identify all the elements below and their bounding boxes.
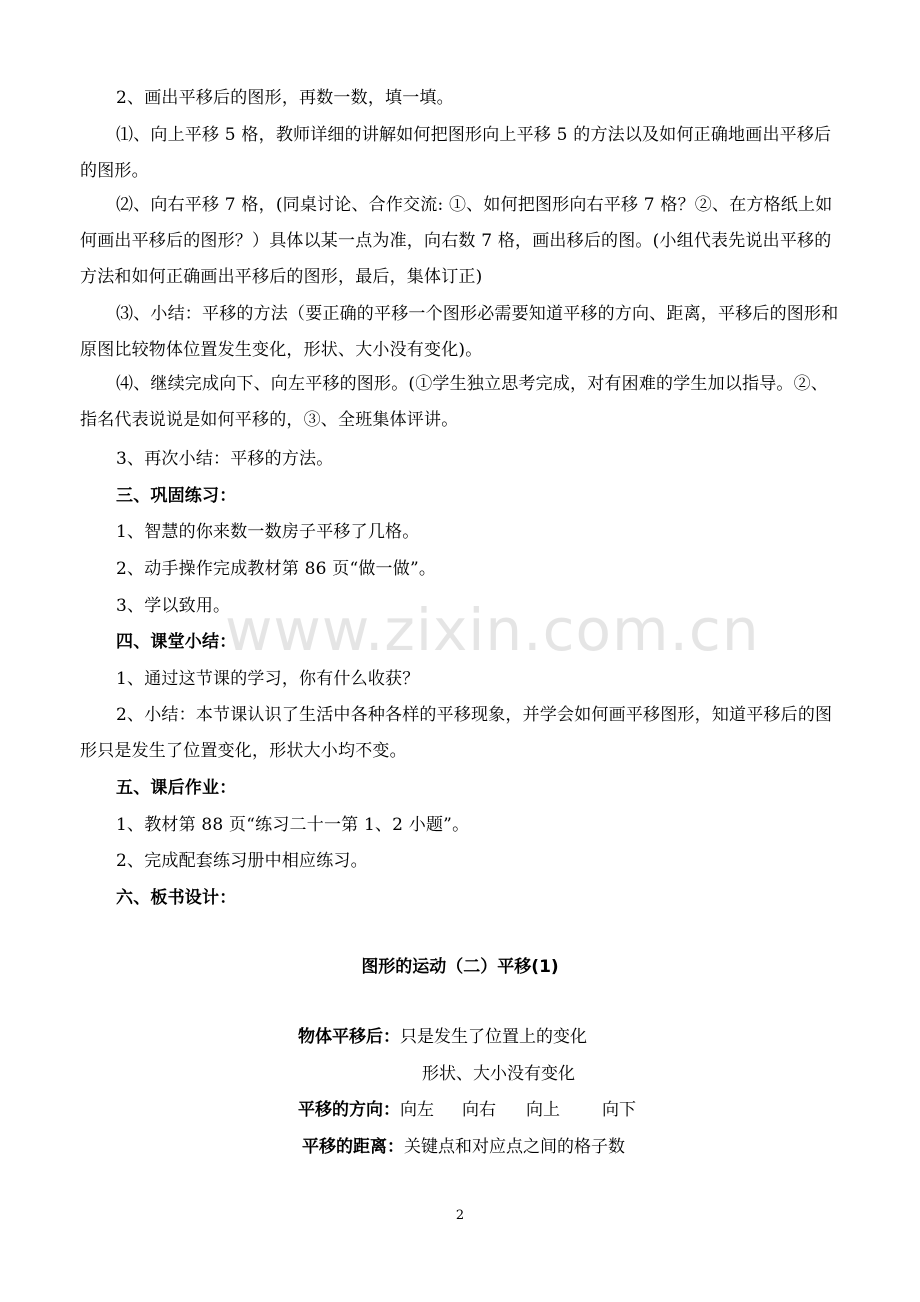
section-heading-summary: 四、课堂小结： [116, 632, 237, 652]
board-title: 图形的运动（二）平移(1) [361, 957, 559, 977]
board-line-distance [302, 1132, 625, 1162]
board-line-after-move [298, 1022, 587, 1052]
watermark: www.zixin.com.cn [225, 596, 760, 664]
board-line-shape-size [422, 1059, 575, 1089]
board-direction-right: 向右 [462, 1100, 496, 1120]
board-text-position-change: 只是发生了位置上的变化 [400, 1027, 587, 1047]
paragraph-homework-2: 2、完成配套练习册中相应练习。 [116, 851, 368, 871]
section-heading-practice: 三、巩固练习： [116, 486, 237, 506]
paragraph-step-3: 3、再次小结：平移的方法。 [116, 449, 334, 469]
section-heading-homework: 五、课后作业： [116, 778, 237, 798]
paragraph-practice-3: 3、学以致用。 [116, 596, 231, 616]
paragraph-summary-1: 1、通过这节课的学习，你有什么收获？ [116, 669, 420, 689]
paragraph-move-right: ⑵、向右平移 7 格，(同桌讨论、合作交流: ①、如何把图形向右平移 7 格？②、在方格纸上如何画出平移后的图形？）具体以某一点为准，向右数 7 格，画出移后的图。(小组代表先说出平移的方法和如何正确画出平移后的图形，最后，集体订正) [80, 195, 833, 287]
paragraph-practice-1: 1、智慧的你来数一数房子平移了几格。 [116, 522, 420, 542]
paragraph-summary-2: 2、小结：本节课认识了生活中各种各样的平移现象，并学会如何画平移图形，知道平移后的图形只是发生了位置变化，形状大小均不变。 [80, 705, 833, 761]
board-label-after-move: 物体平移后： [298, 1027, 400, 1047]
paragraph-homework-1: 1、教材第 88 页“练习二十一第 1、2 小题”。 [116, 815, 470, 835]
board-direction-up: 向上 [526, 1100, 560, 1120]
paragraph-continue: ⑷、继续完成向下、向左平移的图形。(①学生独立思考完成，对有困难的学生加以指导。②、指名代表说说是如何平移的，③、全班集体评讲。 [80, 374, 829, 430]
board-label-distance: 平移的距离： [302, 1137, 404, 1157]
section-heading-board: 六、板书设计： [116, 888, 237, 908]
board-direction-left: 向左 [400, 1100, 434, 1120]
page-number: 2 [455, 1208, 465, 1223]
board-text-distance: 关键点和对应点之间的格子数 [404, 1137, 625, 1157]
board-line-direction [298, 1095, 636, 1125]
paragraph-move-up: ⑴、向上平移 5 格，教师详细的讲解如何把图形向上平移 5 的方法以及如何正确地画出平移后的图形。 [80, 125, 832, 181]
paragraph-summary: ⑶、小结：平移的方法（要正确的平移一个图形必需要知道平移的方向、距离，平移后的图形和原图比较物体位置发生变化，形状、大小没有变化)。 [80, 304, 839, 360]
board-text-shape-size: 形状、大小没有变化 [422, 1064, 575, 1084]
paragraph-step-2: 2、画出平移后的图形，再数一数，填一填。 [116, 88, 454, 108]
board-label-direction: 平移的方向： [298, 1100, 400, 1120]
paragraph-practice-2: 2、动手操作完成教材第 86 页“做一做”。 [116, 559, 437, 579]
board-direction-down: 向下 [602, 1100, 636, 1120]
